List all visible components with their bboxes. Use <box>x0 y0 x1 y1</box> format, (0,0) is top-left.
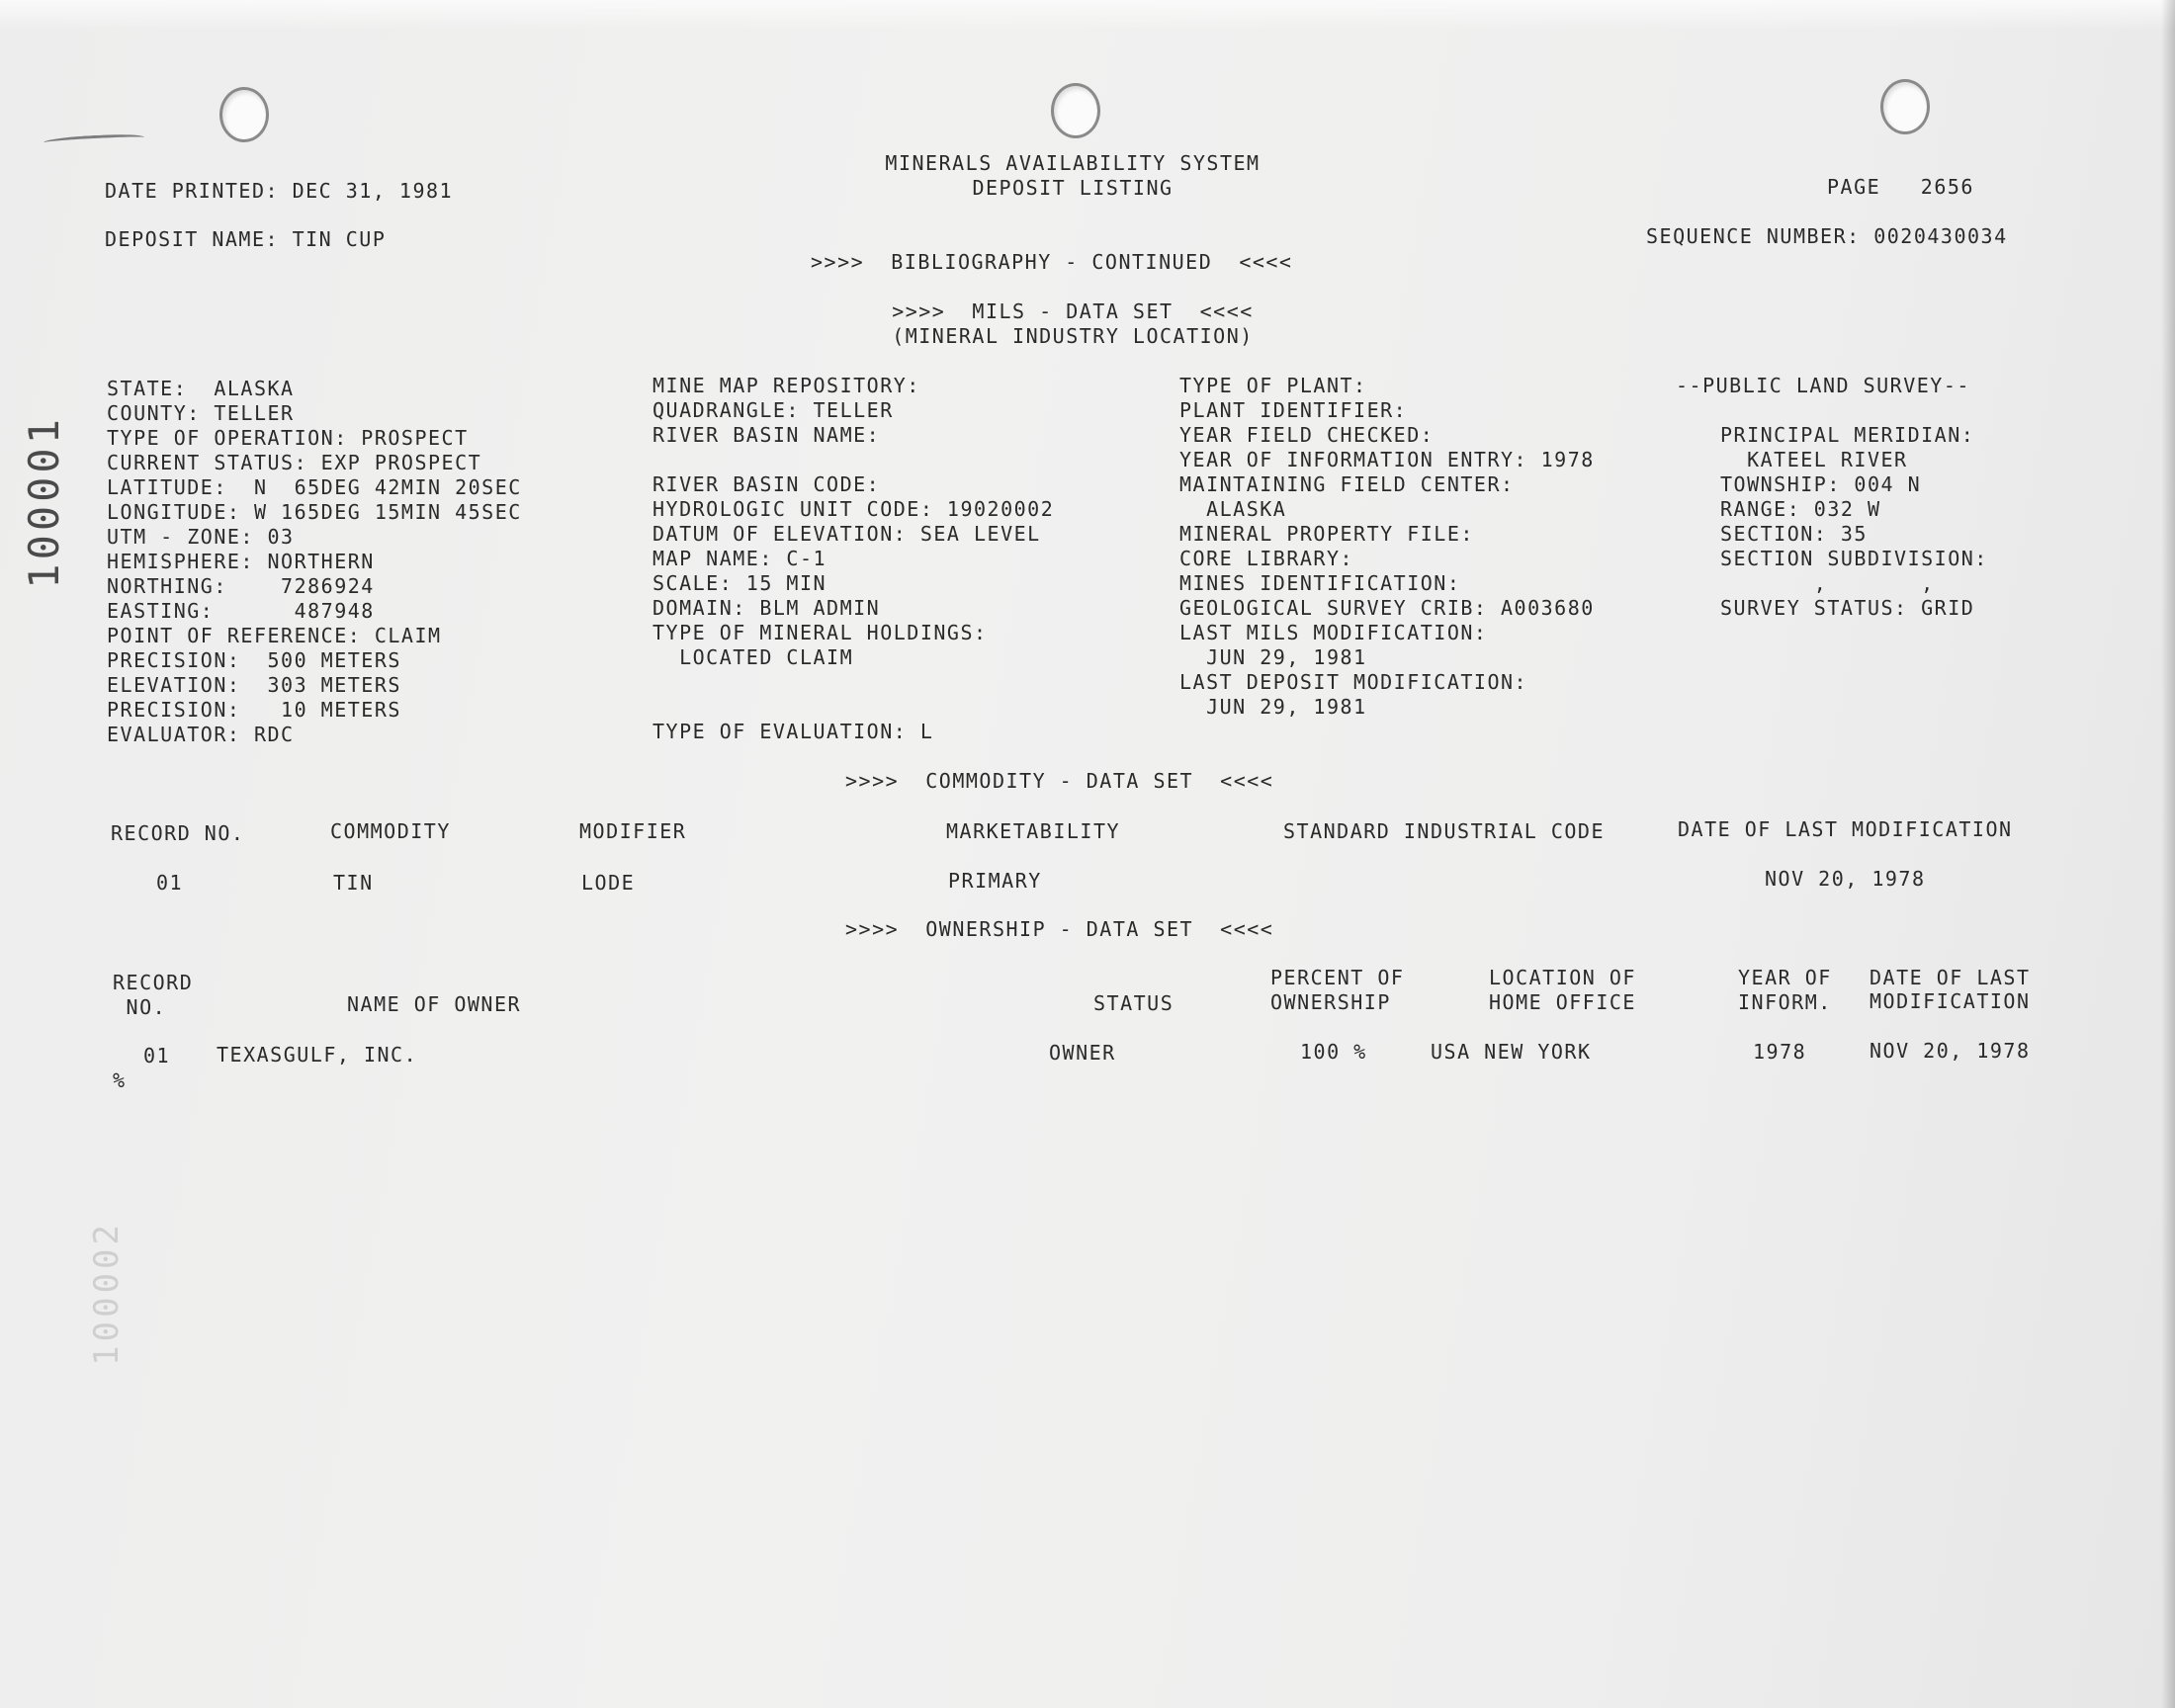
ownership-header-record-no: NO. <box>113 995 167 1019</box>
ownership-header-year-2: INFORM. <box>1738 990 1832 1014</box>
system-title: MINERALS AVAILABILITY SYSTEM <box>885 151 1261 175</box>
ownership-last-mod: NOV 20, 1978 <box>1870 1039 2031 1063</box>
survey-township: TOWNSHIP: 004 N <box>1720 472 1922 496</box>
margin-stamp-faint: 100002 <box>87 1221 127 1366</box>
mils-column-map <box>652 374 1054 744</box>
commodity-header-sic: STANDARD INDUSTRIAL CODE <box>1283 819 1605 843</box>
mils-year-information-entry: YEAR OF INFORMATION ENTRY: 1978 <box>1179 448 1595 471</box>
mils-blank-line <box>652 448 1054 472</box>
commodity-header-last-mod: DATE OF LAST MODIFICATION <box>1678 817 2013 841</box>
ownership-record-no: 01 <box>143 1044 171 1068</box>
survey-section-subdivision: SECTION SUBDIVISION: <box>1720 547 1988 570</box>
survey-status: SURVEY STATUS: GRID <box>1720 596 1975 620</box>
ownership-percent: 100 % <box>1300 1040 1367 1064</box>
mils-map-name: MAP NAME: C-1 <box>652 547 827 570</box>
mils-last-deposit-modification: LAST DEPOSIT MODIFICATION: <box>1179 670 1528 694</box>
mils-utm-zone: UTM - ZONE: 03 <box>107 525 295 549</box>
ownership-header-location-2: HOME OFFICE <box>1489 990 1636 1014</box>
mils-longitude: LONGITUDE: W 165DEG 15MIN 45SEC <box>107 500 522 524</box>
public-land-survey-title: --PUBLIC LAND SURVEY-- <box>1676 374 1970 397</box>
record-terminator: % <box>113 1068 127 1092</box>
mils-latitude: LATITUDE: N 65DEG 42MIN 20SEC <box>107 475 522 499</box>
mils-northing: NORTHING: 7286924 <box>107 574 375 598</box>
mils-current-status: CURRENT STATUS: EXP PROSPECT <box>107 451 482 474</box>
punch-hole-left <box>219 87 269 142</box>
mils-column-land-survey <box>1720 423 1988 621</box>
mils-county: COUNTY: TELLER <box>107 401 295 425</box>
commodity-name: TIN <box>333 871 374 895</box>
sequence-number: SEQUENCE NUMBER: 0020430034 <box>1646 224 2008 248</box>
mils-last-deposit-modification-date: JUN 29, 1981 <box>1179 695 1367 719</box>
mils-river-basin-code: RIVER BASIN CODE: <box>652 472 881 496</box>
survey-meridian-value: KATEEL RIVER <box>1720 448 1908 471</box>
ownership-header-status: STATUS <box>1093 991 1174 1015</box>
mils-column-location <box>107 377 522 747</box>
mils-scale: SCALE: 15 MIN <box>652 571 827 595</box>
mils-plant-identifier: PLANT IDENTIFIER: <box>1179 398 1408 422</box>
mils-evaluator: EVALUATOR: RDC <box>107 723 295 746</box>
ownership-header-name: NAME OF OWNER <box>347 992 522 1016</box>
ownership-status: OWNER <box>1049 1041 1116 1065</box>
survey-range: RANGE: 032 W <box>1720 497 1881 521</box>
commodity-header-record: RECORD NO. <box>111 821 245 845</box>
punch-hole-center <box>1051 83 1100 138</box>
ownership-owner-name: TEXASGULF, INC. <box>217 1043 418 1067</box>
ownership-year: 1978 <box>1753 1040 1807 1064</box>
survey-section: SECTION: 35 <box>1720 522 1868 546</box>
mils-state: STATE: ALASKA <box>107 377 295 400</box>
mils-maintaining-field-center: MAINTAINING FIELD CENTER: <box>1179 472 1515 496</box>
mils-column-admin <box>1179 374 1595 720</box>
commodity-header-commodity: COMMODITY <box>330 819 451 843</box>
mils-point-of-reference: POINT OF REFERENCE: CLAIM <box>107 624 442 647</box>
mils-year-field-checked: YEAR FIELD CHECKED: <box>1179 423 1435 447</box>
mils-domain: DOMAIN: BLM ADMIN <box>652 596 881 620</box>
margin-stamp: 100001 <box>20 415 68 589</box>
ownership-header-record: RECORD <box>113 971 194 994</box>
listing-title: DEPOSIT LISTING <box>972 176 1174 200</box>
mils-last-mils-modification-date: JUN 29, 1981 <box>1179 645 1367 669</box>
mils-easting: EASTING: 487948 <box>107 599 375 623</box>
mils-precision: PRECISION: 500 METERS <box>107 648 401 672</box>
ownership-header-percent-2: OWNERSHIP <box>1270 990 1391 1014</box>
commodity-last-mod: NOV 20, 1978 <box>1765 867 1926 891</box>
mils-elevation: ELEVATION: 303 METERS <box>107 673 401 697</box>
deposit-name: DEPOSIT NAME: TIN CUP <box>105 227 387 251</box>
bibliography-heading: >>>> BIBLIOGRAPHY - CONTINUED <<<< <box>811 250 1293 274</box>
ownership-location: USA NEW YORK <box>1431 1040 1592 1064</box>
mils-mineral-holdings-value: LOCATED CLAIM <box>652 645 854 669</box>
date-printed: DATE PRINTED: DEC 31, 1981 <box>105 179 454 203</box>
ownership-header-year: YEAR OF <box>1738 966 1832 989</box>
mils-subheading: (MINERAL INDUSTRY LOCATION) <box>892 324 1254 348</box>
ownership-header-date: DATE OF LAST <box>1870 966 2031 989</box>
mils-geological-survey-crib: GEOLOGICAL SURVEY CRIB: A003680 <box>1179 596 1595 620</box>
mils-type-of-evaluation: TYPE OF EVALUATION: L <box>652 720 934 743</box>
page-number: PAGE 2656 <box>1827 175 1974 199</box>
survey-subdivision-value: , , <box>1720 571 1935 595</box>
punch-hole-right <box>1880 79 1930 134</box>
mils-last-mils-modification: LAST MILS MODIFICATION: <box>1179 621 1488 644</box>
mils-mines-identification: MINES IDENTIFICATION: <box>1179 571 1461 595</box>
pen-mark <box>44 132 144 146</box>
mils-mineral-property-file: MINERAL PROPERTY FILE: <box>1179 522 1474 546</box>
ownership-heading: >>>> OWNERSHIP - DATA SET <<<< <box>845 917 1274 941</box>
commodity-marketability: PRIMARY <box>948 869 1042 893</box>
mils-hydrologic-unit-code: HYDROLOGIC UNIT CODE: 19020002 <box>652 497 1055 521</box>
mils-operation-type: TYPE OF OPERATION: PROSPECT <box>107 426 469 450</box>
survey-principal-meridian: PRINCIPAL MERIDIAN: <box>1720 423 1975 447</box>
commodity-header-marketability: MARKETABILITY <box>946 819 1121 843</box>
commodity-record-no: 01 <box>156 871 184 895</box>
mils-datum-of-elevation: DATUM OF ELEVATION: SEA LEVEL <box>652 522 1041 546</box>
mils-blank-line <box>652 695 1054 720</box>
mils-type-of-plant: TYPE OF PLANT: <box>1179 374 1367 397</box>
commodity-header-modifier: MODIFIER <box>579 819 687 843</box>
ownership-header-date-2: MODIFICATION <box>1870 989 2031 1013</box>
mils-mine-map-repository: MINE MAP REPOSITORY: <box>652 374 920 397</box>
mils-hemisphere: HEMISPHERE: NORTHERN <box>107 550 375 573</box>
ownership-header-percent: PERCENT OF <box>1270 966 1405 989</box>
mils-heading: >>>> MILS - DATA SET <<<< <box>892 299 1254 323</box>
mils-field-center-value: ALASKA <box>1179 497 1287 521</box>
mils-quadrangle: QUADRANGLE: TELLER <box>652 398 894 422</box>
commodity-heading: >>>> COMMODITY - DATA SET <<<< <box>845 769 1274 793</box>
mils-river-basin-name: RIVER BASIN NAME: <box>652 423 881 447</box>
ownership-header-location: LOCATION OF <box>1489 966 1636 989</box>
mils-elevation-precision: PRECISION: 10 METERS <box>107 698 401 722</box>
mils-core-library: CORE LIBRARY: <box>1179 547 1354 570</box>
page-edge-shadow <box>2161 0 2175 1708</box>
commodity-modifier: LODE <box>581 871 636 895</box>
page-top-band <box>0 0 2175 30</box>
mils-mineral-holdings-label: TYPE OF MINERAL HOLDINGS: <box>652 621 988 644</box>
mils-blank-line <box>652 670 1054 695</box>
